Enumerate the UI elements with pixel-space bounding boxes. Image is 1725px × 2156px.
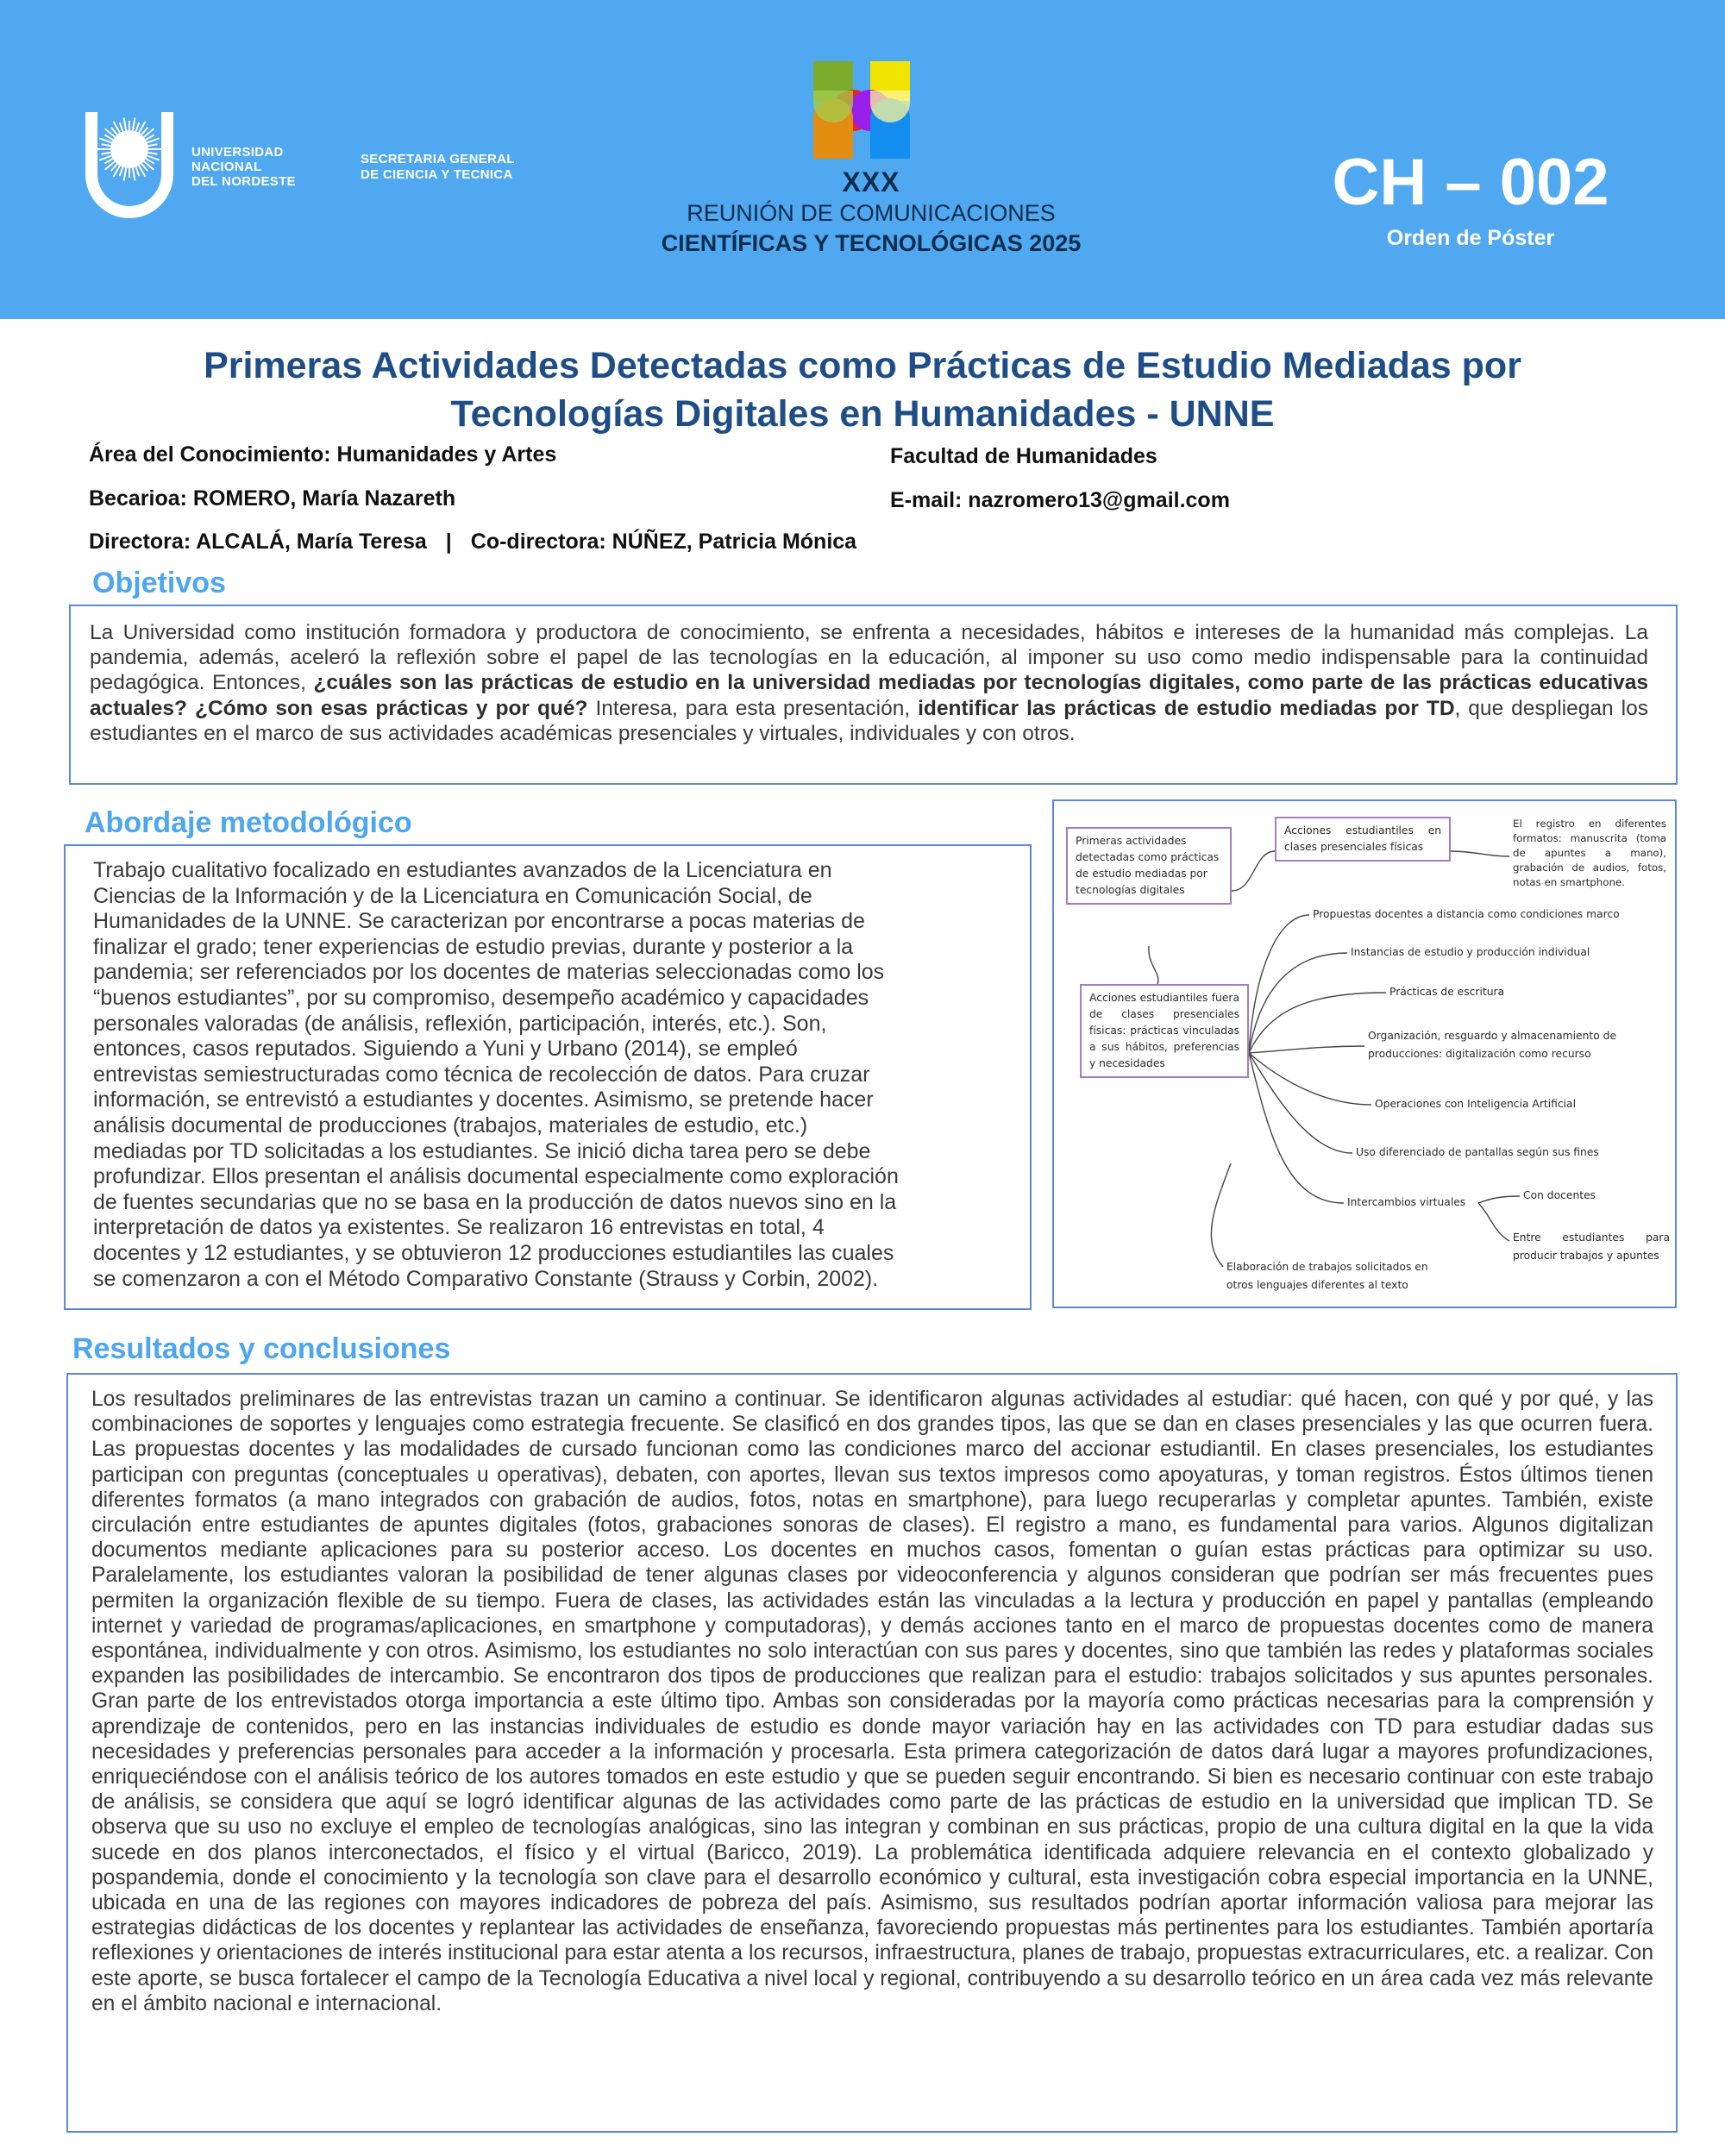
poster-header	[0, 0, 1725, 319]
sun-ray	[148, 144, 158, 146]
unne-logo-icon	[82, 112, 177, 222]
conference-logo-icon	[813, 61, 913, 160]
diagram-leaf-con-docentes: Con docentes	[1523, 1188, 1596, 1204]
sun-ray	[102, 153, 111, 154]
poster-title-line: Primeras Actividades Detectadas como Prácticas de Estudio Mediadas por	[204, 345, 1521, 386]
metodologia-box	[64, 844, 1032, 1310]
text-run: , que despliegan los estudiantes en el marco de sus actividades académicas presenciales y virtuales, individuales y con otros.	[90, 696, 1648, 745]
section-heading-metodologia: Abordaje metodológico	[85, 806, 412, 839]
sun-ray	[147, 138, 160, 142]
university-name-line: UNIVERSIDAD	[191, 145, 284, 160]
metodologia-line: análisis documental de producciones (trabajos, materiales de estudio, etc.)	[93, 1112, 808, 1138]
directors	[89, 529, 856, 555]
conference-name-line1: REUNIÓN DE COMUNICACIONES	[687, 200, 1056, 226]
poster-title-line: Tecnologías Digitales en Humanidades - UNNE	[450, 393, 1275, 435]
metodologia-line: Humanidades de la UNNE. Se caracterizan por encontrarse a pocas materias de	[93, 909, 865, 934]
diagram-branch: Prácticas de escritura	[1389, 984, 1504, 1000]
diagram-branch: Organización, resguardo y almacenamiento de producciones: digitalización como recurso	[1368, 1027, 1627, 1063]
sun-ray	[133, 168, 135, 181]
research-goal: identificar las prácticas de estudio mediadas por TD	[918, 696, 1455, 720]
fellow-name: Becarioa: ROMERO, María Nazareth	[89, 486, 456, 511]
connector-pantallas	[1249, 1053, 1352, 1153]
sun-ray	[104, 159, 113, 164]
text-run: La Universidad como institución formadora y productora de conocimiento, se enfrenta a necesidades, hábitos e intereses de la humanidad más complejas. La pandemia, además, aceleró la reflexión sobre el papel de las tecnologías en la educación, al imponer su uso como medio indispensable para la continuidad pedagógica. Entonces,	[90, 621, 1648, 695]
secretariat-name-line: DE CIENCIA Y TECNICA	[361, 167, 513, 182]
metodologia-line: profundizar. Ellos presentan el análisis documental especialmente como exploración	[93, 1164, 899, 1189]
conference-name-line2: CIENTÍFICAS Y TECNOLÓGICAS 2025	[661, 230, 1082, 256]
connector-organizacion	[1249, 1046, 1364, 1053]
connector-root-fuera	[1149, 946, 1158, 984]
metodologia-line: docentes y 12 estudiantes, y se obtuvieron 12 producciones estudiantiles las cuales	[93, 1240, 894, 1265]
director-name: Directora: ALCALÁ, María Teresa	[89, 530, 427, 554]
metodologia-line: mediadas por TD solicitadas a los estudiantes. Se inició dicha tarea pero se debe	[93, 1138, 871, 1163]
connector-elaboracion	[1211, 1163, 1231, 1267]
sun-ray	[147, 156, 160, 160]
metodologia-line: Ciencias de la Información y de la Licenciatura en Comunicación Social, de	[93, 883, 812, 908]
sun-ray	[133, 118, 135, 131]
objetivos-text	[90, 620, 1648, 746]
metodologia-line: interpretación de datos ya existentes. Se realizaron 16 entrevistas en total, 4	[93, 1215, 825, 1240]
research-question: ¿cuáles son las prácticas de estudio en la universidad mediadas por tecnologías digitales, como parte de las prácticas educativas actuales? ¿Cómo son esas prácticas y por qué?	[90, 671, 1649, 720]
metodologia-line: finalizar el grado; tener experiencias de estudio previas, durante y posterior a la	[93, 934, 854, 959]
sun-ray	[136, 167, 140, 176]
secretariat-name	[361, 152, 515, 183]
metodologia-line: de fuentes secundarias que no se basa en la producción de datos nuevos sino en la	[93, 1189, 897, 1214]
diagram-branch: Intercambios virtuales	[1347, 1194, 1465, 1211]
conference-edition: XXX	[842, 166, 900, 197]
connector-con-docentes	[1478, 1196, 1520, 1203]
sun-ray	[124, 118, 127, 131]
connector-presenciales-registro	[1451, 851, 1509, 856]
sun-ray	[99, 138, 111, 142]
concept-map-diagram	[1052, 799, 1677, 1308]
poster-order-label: Orden de Póster	[1386, 226, 1555, 250]
sun-ray	[99, 156, 111, 160]
metodologia-line: Trabajo cualitativo focalizado en estudiantes avanzados de la Licenciatura en	[93, 858, 832, 882]
diagram-node-presenciales: Acciones estudiantiles en clases presenciales físicas	[1275, 817, 1451, 862]
separator: |	[445, 530, 452, 554]
secretariat-name-line: SECRETARIA GENERAL	[361, 152, 515, 166]
poster-code: CH – 002	[1332, 146, 1609, 219]
metodologia-line: personales valoradas (de análisis, reflexión, participación, interés, etc.). Son,	[93, 1011, 827, 1036]
metodologia-line: entonces, casos reputados. Siguiendo a Yuni y Urbano (2014), se empleó	[93, 1037, 798, 1062]
university-name	[191, 145, 296, 189]
connector-ia	[1249, 1053, 1371, 1105]
diagram-branch: Instancias de estudio y producción individual	[1351, 944, 1590, 961]
metodologia-line: se comenzaron a con el Método Comparativo Constante (Strauss y Corbin, 2002).	[93, 1266, 879, 1291]
poster-title	[69, 342, 1656, 438]
text-run: Interesa, para esta presentación,	[587, 696, 919, 720]
metodologia-text	[93, 858, 1030, 1292]
objetivos-box	[69, 605, 1678, 785]
sun-ray	[124, 168, 127, 181]
section-heading-resultados: Resultados y conclusiones	[72, 1332, 451, 1365]
sun-ray	[120, 167, 123, 176]
diagram-branch: Propuestas docentes a distancia como condiciones marco	[1313, 906, 1620, 923]
metodologia-line: “buenos estudiantes”, por su compromiso, desempeño académico y capacidades	[93, 985, 869, 1010]
sun-ray	[148, 153, 158, 154]
co-director-name: Co-directora: NÚÑEZ, Patricia Mónica	[470, 530, 857, 554]
sun-ray	[120, 122, 123, 131]
sun-ray	[104, 135, 113, 141]
resultados-text: Los resultados preliminares de las entrevistas trazan un camino a continuar. Se identificaron algunas actividades al estudiar: qué hacen, con qué y por qué, y las combinaciones de soportes y lenguajes como estrategia frecuente. Se clasificó en dos grandes tipos, las que se dan en clases presenciales y las que ocurren fuera. Las propuestas docentes y las modalidades de cursado funcionan como las condiciones marco del accionar estudiantil. En clases presenciales, los estudiantes participan con preguntas (conceptuales u operativas), debaten, con aportes, llevan sus textos impresos como apoyaturas, y toman registros. Éstos últimos tienen diferentes formatos (a mano integrados con grabación de audios, fotos, notas en smartphone), para luego recuperarlas y completar apuntes. También, existe circulación entre estudiantes de apuntes digitales (fotos, grabaciones sonoras de clases). El registro a mano, es fundamental para varios. Algunos digitalizan documentos mediante aplicaciones para su posterior acceso. Los docentes en muchos casos, fomentan o guían estas prácticas para optimizar su uso. Paralelamente, los estudiantes valoran la posibilidad de tener algunas clases por videoconferencia y algunos consideran que podrían ser más frecuentes pues permiten la organización flexible de su tiempo. Fuera de clases, las actividades están las vinculadas a la lectura y producción en papel y pantallas (empleando internet y variedad de programas/aplicaciones, en smartphone y computadoras), y demás acciones tanto en el marco de propuestas docentes como de manera espontánea, individualmente y con otros. Asimismo, los estudiantes no solo interactúan con sus pares y docentes, sino que también las redes y plataformas sociales expanden las posibilidades de intercambio. Se encontraron dos tipos de producciones que realizan para el estudio: trabajos solicitados y sus apuntes personales. Gran parte de los entrevistados otorga importancia a este último tipo. Ambas son consideradas por la mayoría como prácticas necesarias para la comprensión y aprendizaje de contenidos, pero en las instancias individuales de estudio es donde mayor variación hay en las actividades con TD para estudiar dadas sus necesidades y preferencias personales para acceder a la información y procesarla. Esta primera categorización de datos dará lugar a mayores profundizaciones, enriqueciéndose con el análisis teórico de los autores tomados en este estudio y que se pueden seguir encontrando. Si bien es necesario continuar con este trabajo de análisis, se considera que aquí se logró identificar algunas de las actividades como parte de las prácticas de estudio en la universidad que implican TD. Se observa que su uso no excluye el empleo de tecnologías analógicas, sino las integran y combinan en sus prácticas, propio de una cultura digital en la que la vida sucede en dos planos interconectados, el físico y el virtual (Baricco, 2019). La problemática identificada adquiere relevancia en el contexto globalizado y pospandemia, donde el conocimiento y la tecnología son clave para el desarrollo económico y cultural, esta investigación cobra especial importancia en la UNNE, ubicada en una de las regiones con mayores indicadores de pobreza del país. Asimismo, sus resultados podrían aportar información valiosa para mejorar las estrategias didácticas de los docentes y replantear las actividades de enseñanza, favoreciendo propuestas más pertinentes para los estudiantes. También aportaría reflexiones y orientaciones de interés institucional para estar atenta a los recursos, infraestructura, planes de trabajo, propuestas extracurriculares, etc. a realizar. Con este aporte, se busca fortalecer el campo de la Tecnología Educativa a nivel local y regional, contribuyendo a su desarrollo teórico en un área cada vez más relevante en el ámbito nacional e internacional.	[91, 1388, 1653, 2015]
email-address[interactable]: E-mail: nazromero13@gmail.com	[890, 488, 1230, 512]
sun-ray	[146, 159, 154, 164]
connector-propuestas	[1249, 915, 1309, 1053]
sun-ray	[102, 144, 111, 146]
connector-escritura	[1249, 993, 1386, 1053]
section-heading-objetivos: Objetivos	[92, 567, 226, 599]
metodologia-line: pandemia; ser referenciados por los docentes de materias seleccionadas como los	[93, 960, 885, 985]
metodologia-line: entrevistas semiestructuradas como técnica de recolección de datos. Para cruzar	[93, 1062, 870, 1087]
diagram-leaf-entre-estudiantes: Entre estudiantes para producir trabajos y apuntes	[1513, 1229, 1670, 1265]
university-name-line: NACIONAL	[191, 160, 262, 174]
university-name-line: DEL NORDESTE	[191, 174, 296, 189]
diagram-node-fuera: Acciones estudiantiles fuera de clases presenciales físicas: prácticas vinculadas a sus hábitos, preferencias y necesidades	[1080, 984, 1249, 1078]
metodologia-line: información, se entrevistó a estudiantes y docentes. Asimismo, se pretende hacer	[93, 1087, 874, 1112]
diagram-node-registro: El registro en diferentes formatos: manuscrita (toma de apuntes a mano), grabación de audios, fotos, notas en smartphone.	[1513, 818, 1666, 888]
connector-entre-estudiantes	[1478, 1203, 1509, 1241]
diagram-branch: Elaboración de trabajos solicitados en otros lenguajes diferentes al texto	[1226, 1258, 1442, 1294]
connector-root-presenciales	[1232, 851, 1275, 891]
diagram-branch: Operaciones con Inteligencia Artificial	[1375, 1096, 1576, 1112]
resultados-box	[66, 1373, 1678, 2133]
faculty: Facultad de Humanidades	[890, 444, 1157, 468]
diagram-root-node: Primeras actividades detectadas como prácticas de estudio mediadas por tecnologías digitales	[1066, 827, 1232, 905]
sun-ray	[136, 122, 140, 131]
sun-ray	[146, 135, 154, 141]
knowledge-area: Área del Conocimiento: Humanidades y Artes	[89, 442, 557, 467]
diagram-branch: Uso diferenciado de pantallas según sus fines	[1356, 1144, 1599, 1161]
